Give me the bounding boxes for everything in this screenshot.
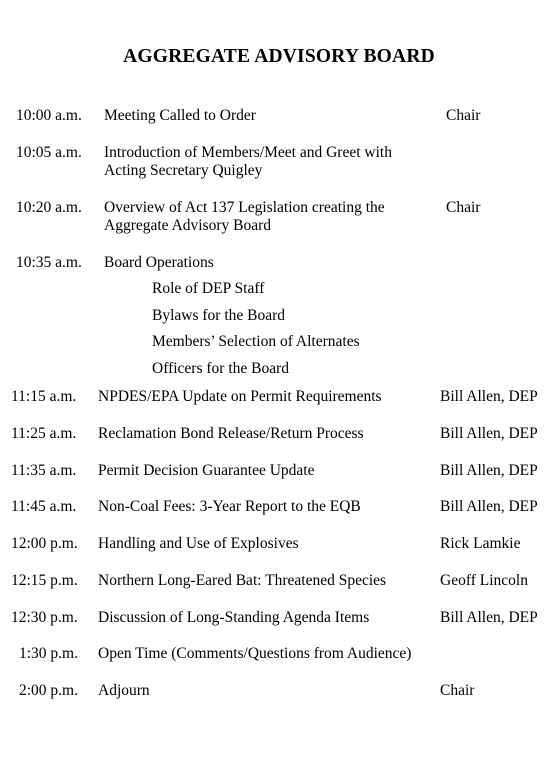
agenda-item: Discussion of Long-Standing Agenda Items — [98, 609, 370, 626]
agenda-subitem: Bylaws for the Board — [152, 307, 286, 324]
agenda-item: Board Operations — [104, 254, 214, 271]
agenda-presenter: Chair — [446, 107, 481, 124]
agenda-item-continuation: Aggregate Advisory Board — [104, 217, 272, 234]
agenda-item: Open Time (Comments/Questions from Audience) — [98, 645, 412, 662]
agenda-time: 10:05 a.m. — [16, 144, 82, 161]
agenda-subitem: Members’ Selection of Alternates — [152, 333, 360, 350]
agenda-item: Northern Long-Eared Bat: Threatened Species — [98, 572, 387, 589]
agenda-item: Handling and Use of Explosives — [98, 535, 299, 552]
page-title: AGGREGATE ADVISORY BOARD — [123, 46, 435, 67]
agenda-presenter: Bill Allen, DEP — [440, 462, 538, 479]
agenda-item-continuation: Acting Secretary Quigley — [104, 162, 263, 179]
agenda-time: 12:00 p.m. — [11, 535, 78, 552]
agenda-item: Adjourn — [98, 682, 150, 699]
agenda-presenter: Bill Allen, DEP — [440, 498, 538, 515]
agenda-item: Permit Decision Guarantee Update — [98, 462, 315, 479]
agenda-time: 1:30 p.m. — [19, 645, 78, 662]
agenda-time: 2:00 p.m. — [19, 682, 78, 699]
agenda-presenter: Chair — [440, 682, 475, 699]
agenda-item: Reclamation Bond Release/Return Process — [98, 425, 364, 442]
agenda-time: 11:35 a.m. — [11, 462, 77, 479]
agenda-time: 11:15 a.m. — [11, 388, 77, 405]
agenda-item: NPDES/EPA Update on Permit Requirements — [98, 388, 382, 405]
agenda-subitem: Role of DEP Staff — [152, 280, 265, 297]
agenda-time: 11:45 a.m. — [11, 498, 77, 515]
agenda-item: Non-Coal Fees: 3-Year Report to the EQB — [98, 498, 361, 515]
agenda-item: Introduction of Members/Meet and Greet with — [104, 144, 392, 161]
agenda-presenter: Bill Allen, DEP — [440, 425, 538, 442]
agenda-time: 12:15 p.m. — [11, 572, 78, 589]
agenda-presenter: Rick Lamkie — [440, 535, 521, 552]
agenda-time: 10:20 a.m. — [16, 199, 82, 216]
agenda-item: Overview of Act 137 Legislation creating the — [104, 199, 385, 216]
agenda-time: 12:30 p.m. — [11, 609, 78, 626]
agenda-presenter: Bill Allen, DEP — [440, 388, 538, 405]
agenda-presenter: Bill Allen, DEP — [440, 609, 538, 626]
agenda-subitem: Officers for the Board — [152, 360, 290, 377]
agenda-item: Meeting Called to Order — [104, 107, 256, 124]
agenda-presenter: Chair — [446, 199, 481, 216]
agenda-time: 11:25 a.m. — [11, 425, 77, 442]
agenda-time: 10:35 a.m. — [16, 254, 82, 271]
agenda-presenter: Geoff Lincoln — [440, 572, 528, 589]
agenda-time: 10:00 a.m. — [16, 107, 82, 124]
